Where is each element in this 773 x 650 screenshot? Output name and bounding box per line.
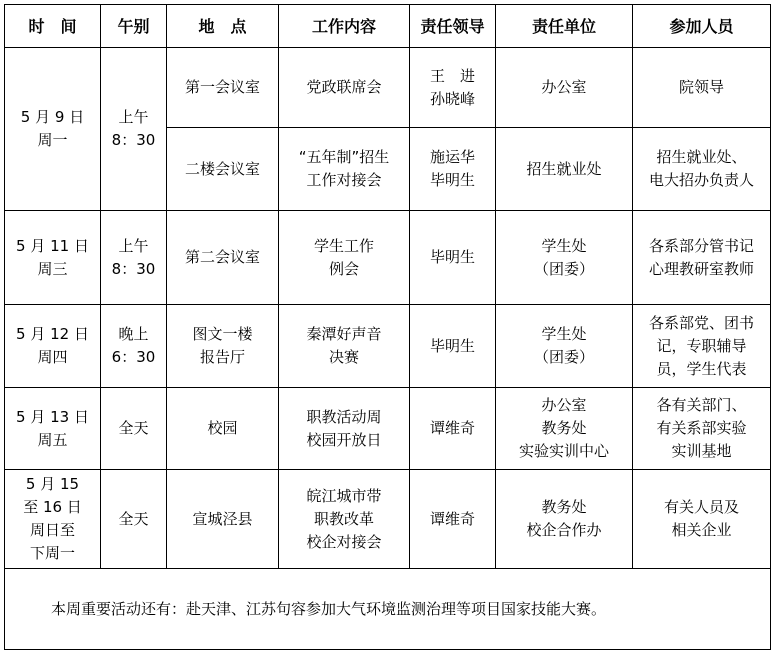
date-cell xyxy=(5,388,101,470)
unit-cell-line: （团委） xyxy=(533,259,594,278)
leader-cell-line: 毕明生 xyxy=(429,336,475,355)
place-cell-line: 校园 xyxy=(207,419,238,437)
content-cell-line: 秦潭好声音 xyxy=(306,325,382,343)
date-cell-line: 周一 xyxy=(37,131,68,149)
content-cell xyxy=(279,388,410,470)
header-place: 地 点 xyxy=(167,5,279,48)
content-cell-line: 皖江城市带 xyxy=(306,486,382,505)
place-cell-line: 第一会议室 xyxy=(184,78,260,96)
content-cell-line: 例会 xyxy=(328,259,359,278)
people-cell-line: 电大招办负责人 xyxy=(648,171,754,189)
people-cell xyxy=(633,305,771,388)
people-cell xyxy=(633,470,771,569)
leader-cell xyxy=(410,48,496,128)
schedule-body xyxy=(5,5,771,650)
header-unit: 责任单位 xyxy=(496,5,633,48)
period-cell-line: 8：30 xyxy=(111,131,156,149)
place-cell xyxy=(167,211,279,305)
content-cell xyxy=(279,48,410,128)
date-cell-line: 5 月 15 xyxy=(25,475,80,493)
date-cell-line: 5 月 13 日 xyxy=(16,407,89,426)
leader-cell-line: 毕明生 xyxy=(429,248,475,266)
people-cell-line: 招生就业处、 xyxy=(656,148,747,166)
place-cell xyxy=(167,388,279,470)
leader-cell xyxy=(410,305,496,388)
people-cell-line: 各系部党、团书 xyxy=(648,313,754,332)
leader-cell xyxy=(410,470,496,569)
content-cell-line: 学生工作 xyxy=(313,236,374,255)
place-cell xyxy=(167,305,279,388)
content-cell-line: 职教改革 xyxy=(313,509,374,528)
period-cell-line: 晚上 xyxy=(118,325,149,343)
place-cell xyxy=(167,48,279,128)
period-cell-line: 全天 xyxy=(118,419,149,437)
date-cell-line: 下周一 xyxy=(29,544,75,562)
unit-cell-line: 教务处 xyxy=(541,419,587,437)
unit-cell-line: 招生就业处 xyxy=(526,159,602,178)
unit-cell xyxy=(496,48,633,128)
people-cell-line: 相关企业 xyxy=(671,521,732,539)
people-cell-line: 记，专职辅导 xyxy=(656,336,747,355)
date-cell-line: 5 月 12 日 xyxy=(16,325,89,343)
date-cell xyxy=(5,305,101,388)
period-cell-line: 全天 xyxy=(118,509,149,528)
people-cell-line: 院领导 xyxy=(678,78,724,96)
weekly-schedule-table xyxy=(4,4,771,650)
schedule-table-wrapper xyxy=(4,4,771,650)
content-cell-line: 党政联席会 xyxy=(306,78,382,96)
period-cell xyxy=(101,388,167,470)
content-cell-line: 职教活动周 xyxy=(306,407,382,426)
date-cell xyxy=(5,48,101,211)
schedule-row xyxy=(5,470,771,569)
unit-cell xyxy=(496,128,633,211)
period-cell xyxy=(101,211,167,305)
unit-cell-line: 校企合作办 xyxy=(526,521,602,539)
place-cell-line: 图文一楼 xyxy=(192,325,253,343)
people-cell-line: 各系部分管书记 xyxy=(648,236,754,255)
period-cell xyxy=(101,305,167,388)
date-cell-line: 周四 xyxy=(37,348,68,366)
period-cell-line: 8：30 xyxy=(111,259,156,278)
period-cell-line: 6：30 xyxy=(111,348,156,366)
date-cell-line: 周三 xyxy=(37,259,68,278)
header-period: 午别 xyxy=(101,5,167,48)
unit-cell-line: 教务处 xyxy=(541,498,587,516)
unit-cell-line: 学生处 xyxy=(541,236,587,255)
people-cell-line: 员，学生代表 xyxy=(656,359,747,378)
leader-cell-line: 毕明生 xyxy=(429,171,475,189)
people-cell-line: 有关人员及 xyxy=(663,498,739,516)
content-cell-line: 工作对接会 xyxy=(306,171,382,189)
header-time: 时 间 xyxy=(5,5,101,48)
leader-cell xyxy=(410,128,496,211)
header-content: 工作内容 xyxy=(279,5,410,48)
place-cell-line: 宣城泾县 xyxy=(192,509,253,528)
header-people: 参加人员 xyxy=(633,5,771,48)
note-row xyxy=(5,569,771,650)
place-cell-line: 报告厅 xyxy=(199,348,245,366)
header-leader: 责任领导 xyxy=(410,5,496,48)
people-cell xyxy=(633,128,771,211)
date-cell xyxy=(5,470,101,569)
period-cell-line: 上午 xyxy=(118,108,149,126)
schedule-row xyxy=(5,211,771,305)
leader-cell-line: 谭维奇 xyxy=(429,419,475,437)
content-cell-line: 校园开放日 xyxy=(306,430,382,449)
date-cell-line: 周日至 xyxy=(29,521,75,539)
schedule-row xyxy=(5,388,771,470)
unit-cell-line: 办公室 xyxy=(541,78,587,96)
period-cell xyxy=(101,48,167,211)
people-cell xyxy=(633,48,771,128)
people-cell xyxy=(633,211,771,305)
people-cell-line: 有关系部实验 xyxy=(656,419,747,437)
header-row xyxy=(5,5,771,48)
unit-cell-line: 办公室 xyxy=(541,396,587,414)
date-cell-line: 周五 xyxy=(37,430,68,449)
content-cell-line: 校企对接会 xyxy=(306,532,382,551)
unit-cell-line: 学生处 xyxy=(541,325,587,343)
unit-cell xyxy=(496,388,633,470)
date-cell xyxy=(5,211,101,305)
content-cell xyxy=(279,211,410,305)
place-cell xyxy=(167,470,279,569)
people-cell-line: 实训基地 xyxy=(671,442,732,460)
place-cell-line: 二楼会议室 xyxy=(184,159,260,178)
content-cell xyxy=(279,305,410,388)
leader-cell-line: 谭维奇 xyxy=(429,509,475,528)
date-cell-line: 至 16 日 xyxy=(23,498,82,516)
unit-cell xyxy=(496,305,633,388)
leader-cell xyxy=(410,211,496,305)
unit-cell xyxy=(496,470,633,569)
period-cell xyxy=(101,470,167,569)
people-cell-line: 心理教研室教师 xyxy=(648,259,754,278)
period-cell-line: 上午 xyxy=(118,236,149,255)
place-cell xyxy=(167,128,279,211)
date-cell-line: 5 月 9 日 xyxy=(20,108,85,126)
content-cell-line: 决赛 xyxy=(328,348,359,366)
content-cell xyxy=(279,470,410,569)
leader-cell-line: 孙晓峰 xyxy=(429,89,475,108)
schedule-row xyxy=(5,48,771,128)
content-cell-line: “五年制”招生 xyxy=(298,148,390,166)
unit-cell-line: （团委） xyxy=(533,348,594,366)
leader-cell xyxy=(410,388,496,470)
content-cell xyxy=(279,128,410,211)
people-cell-line: 各有关部门、 xyxy=(656,396,747,414)
people-cell xyxy=(633,388,771,470)
unit-cell-line: 实验实训中心 xyxy=(518,442,609,460)
place-cell-line: 第二会议室 xyxy=(184,248,260,266)
leader-cell-line: 王 进 xyxy=(429,66,475,85)
date-cell-line: 5 月 11 日 xyxy=(16,236,89,255)
schedule-row xyxy=(5,305,771,388)
leader-cell-line: 施运华 xyxy=(429,148,475,166)
unit-cell xyxy=(496,211,633,305)
weekly-note: 本周重要活动还有：赴天津、江苏句容参加大气环境监测治理等项目国家技能大赛。 xyxy=(5,569,771,650)
